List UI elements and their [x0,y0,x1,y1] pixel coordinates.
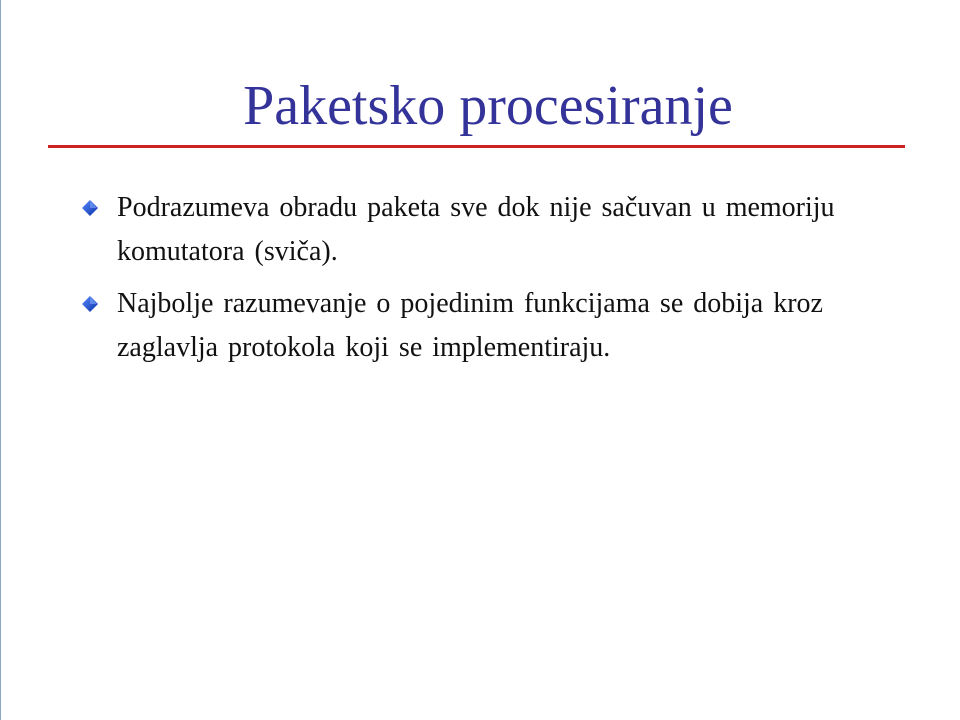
bullet-item [82,282,882,370]
slide-title: Paketsko procesiranje [243,75,733,137]
bullet-text: Najbolje razumevanje o pojedinim funkcijama se dobija kroz zaglavlja protokola koji se implementiraju. [117,288,823,363]
bullet-item [82,186,882,274]
title-underline-rule [48,145,905,148]
bullet-list [82,186,882,378]
diamond-bullet-icon [82,200,98,216]
bullet-text: Podrazumeva obradu paketa sve dok nije sačuvan u memoriju komutatora (sviča). [117,192,835,267]
diamond-bullet-icon [82,296,98,312]
